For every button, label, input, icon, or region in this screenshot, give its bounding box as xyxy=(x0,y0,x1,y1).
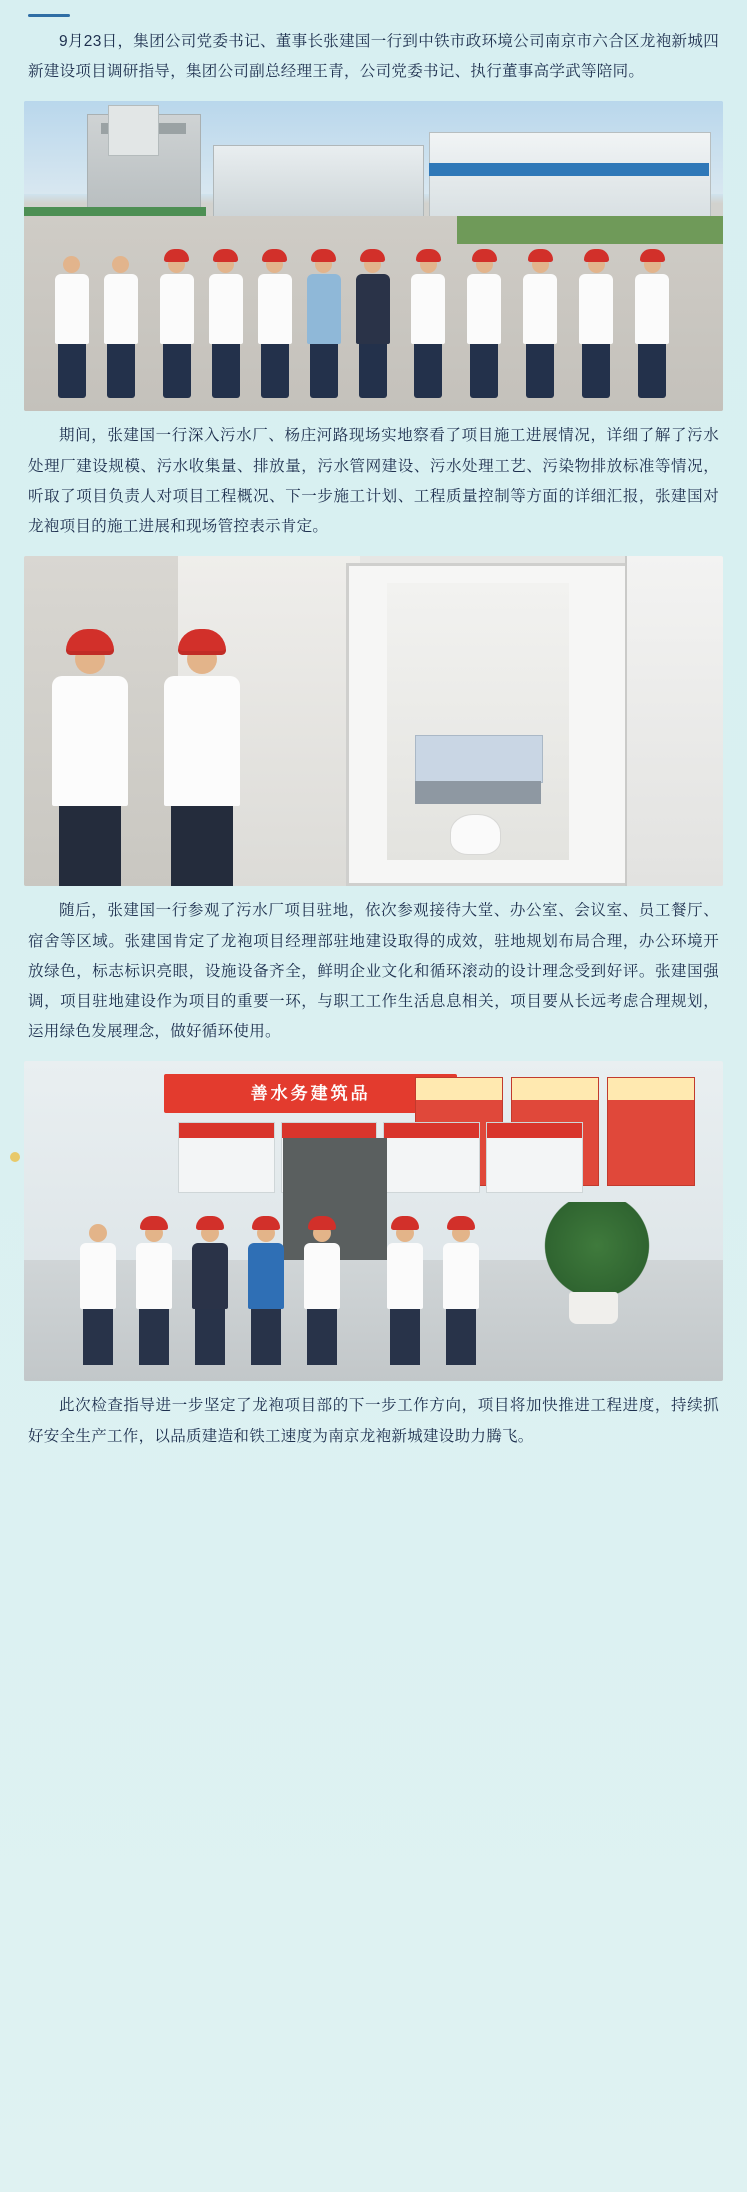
blue-wall-stripe xyxy=(429,163,709,175)
photo-construction-site xyxy=(24,101,723,411)
photo-1-wrapper xyxy=(24,101,723,411)
person-figure xyxy=(248,1224,284,1365)
people-group xyxy=(24,194,723,411)
photo-dormitory-inspection xyxy=(24,556,723,886)
person-figure xyxy=(157,256,197,398)
person-figure xyxy=(80,1224,116,1365)
paragraph-4: 此次检查指导进一步坚定了龙袍项目部的下一步工作方向，项目将加快推进工程进度，持续抓好安全生产工作，以品质建造和铁工速度为南京龙袍新城建设助力腾飞。 xyxy=(28,1397,719,1445)
person-figure xyxy=(576,256,616,398)
decorative-dot xyxy=(10,1152,20,1162)
paragraph-3: 随后，张建国一行参观了污水厂项目驻地，依次参观接待大堂、办公室、会议室、员工餐厅、宿舍等区域。张建国肯定了龙袍项目经理部驻地建设取得的成效，驻地规划布局合理，办公环境开放绿色，标志标识亮眼，设施设备齐全，鲜明企业文化和循环滚动的设计理念受到好评。张建国强调，项目驻地建设作为项目的重要一环，与职工工作生活息息相关，项目要从长远考虑合理规划，运用绿色发展理念，做好循环使用。 xyxy=(28,902,719,1041)
paragraph-2: 期间，张建国一行深入污水厂、杨庄河路现场实地察看了项目施工进展情况，详细了解了污水处理厂建设规模、污水收集量、排放量，污水管网建设、污水处理工艺、污染物排放标准等情况，听取了项目负责人对项目工程概况、下一步施工计划、工程质量控制等方面的详细汇报，张建国对龙袍项目的施工进展和现场管控表示肯定。 xyxy=(28,427,719,536)
bed-frame xyxy=(415,781,541,804)
toilet-fixture xyxy=(450,814,501,856)
person-figure xyxy=(387,1224,423,1365)
paragraph-1: 9月23日，集团公司党委书记、董事长张建国一行到中铁市政环境公司南京市六合区龙袍新城四新建设项目调研指导，集团公司副总经理王青，公司党委书记、执行董事高学武等陪同。 xyxy=(28,33,719,81)
plant-pot xyxy=(569,1292,618,1324)
person-figure xyxy=(101,256,141,398)
display-board xyxy=(383,1122,480,1192)
red-poster xyxy=(607,1077,695,1186)
silo-tower xyxy=(108,105,159,157)
accent-rule xyxy=(28,14,70,17)
photo-3-wrapper xyxy=(24,1061,723,1381)
person-figure xyxy=(52,644,128,886)
person-figure xyxy=(443,1224,479,1365)
display-board xyxy=(486,1122,583,1192)
person-figure xyxy=(632,256,672,398)
display-board xyxy=(178,1122,275,1192)
person-figure xyxy=(136,1224,172,1365)
person-figure xyxy=(206,256,246,398)
photo-2-wrapper xyxy=(24,556,723,886)
person-figure xyxy=(52,256,92,398)
person-figure xyxy=(164,644,240,886)
person-figure xyxy=(408,256,448,398)
person-figure xyxy=(255,256,295,398)
person-figure xyxy=(353,256,393,398)
person-figure xyxy=(192,1224,228,1365)
bed xyxy=(415,735,543,783)
wall-banner-text: 善水务建筑品 xyxy=(164,1074,458,1112)
person-figure xyxy=(304,256,344,398)
person-figure xyxy=(464,256,504,398)
person-figure xyxy=(520,256,560,398)
right-door-panel xyxy=(625,556,723,886)
photo-lobby-visit xyxy=(24,1061,723,1381)
person-figure xyxy=(304,1224,340,1365)
